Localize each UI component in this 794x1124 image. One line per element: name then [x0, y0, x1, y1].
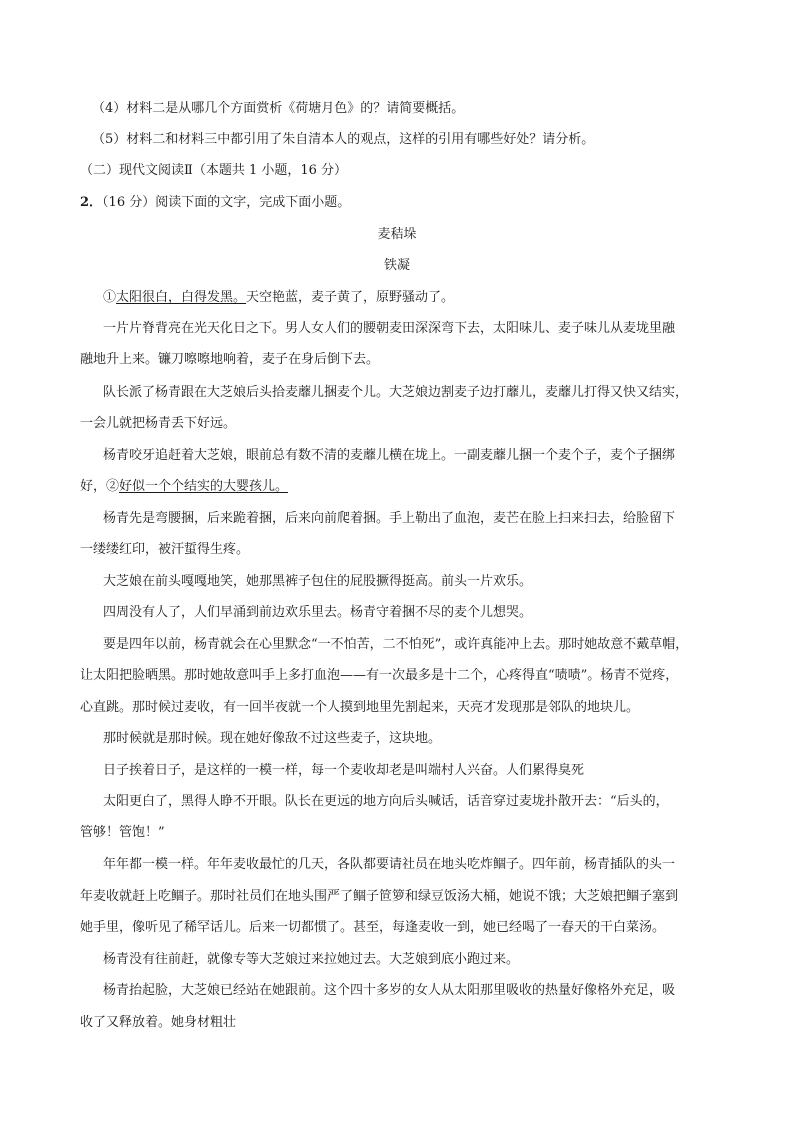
paragraph-12-line-1: 年年都一模一样。年年麦收最忙的几天，各队都要请社员在地头吃炸鲴子。四年前，杨青插队的头一	[103, 857, 676, 872]
paragraph-2-line-1: 一片片脊背亮在光天化日之下。男人女人们的腰朝麦田深深弯下去，太阳味儿、麦子味儿从麦垅里融	[103, 321, 676, 336]
paragraph-8-line-3: 心直跳。那时候过麦收，有一回半夜就一个人摸到地里先割起来，天亮才发现那是邻队的地块儿。	[80, 700, 640, 715]
marker-1: ①	[103, 290, 117, 305]
paragraph-11-line-1: 太阳更白了，黑得人睁不开眼。队长在更远的地方向后头喊话，话音穿过麦垅扑散开去：“后头的，	[103, 794, 669, 809]
paragraph-4-line-2	[80, 477, 288, 497]
paragraph-4-line-1: 杨青咬牙追赶着大芝娘，眼前总有数不清的麦蘼儿横在垅上。一副麦蘼儿捆一个麦个子，麦个子捆绑	[103, 448, 676, 463]
paragraph-1-rest: 天空艳蓝，麦子黄了，原野骚动了。	[246, 290, 455, 305]
underlined-sentence-1: 太阳很白，白得发黑。	[116, 290, 247, 305]
article-title: 麦秸垛	[377, 227, 417, 242]
paragraph-10: 日子挨着日子，是这样的一模一样，每一个麦收却老是叫端村人兴奋。人们累得臭死	[103, 763, 585, 778]
paragraph-12-line-3: 她手里，像听见了稀罕话儿。后来一切都惯了。甚至，每逢麦收一到，她已经喝了一春天的干白菜汤。	[80, 920, 666, 935]
paragraph-8-line-1: 要是四年以前，杨青就会在心里默念“一不怕苦，二不怕死”，或许真能冲上去。那时她故意不戴草帽，	[103, 637, 689, 652]
article-author: 铁凝	[383, 258, 410, 273]
paragraph-5-line-1: 杨青先是弯腰捆，后来跪着捆，后来向前爬着捆。手上勒出了血泡，麦芒在脸上扫来扫去，给脸留下	[103, 511, 676, 526]
paragraph-9: 那时候就是那时候。现在她好像敌不过这些麦子，这块地。	[103, 731, 442, 746]
question-number: 2．	[80, 195, 103, 210]
paragraph-3-line-2: 一会儿就把杨青丢下好远。	[80, 416, 237, 431]
paragraph-5-line-2: 一缕缕红印，被汗蜇得生疼。	[80, 542, 250, 557]
paragraph-3-line-1: 队长派了杨青跟在大芝娘后头拾麦蘼儿捆麦个儿。大芝娘边割麦子边打蘼儿，麦蘼儿打得又快又结实，	[103, 385, 689, 400]
question-5: （5）材料二和材料三中都引用了朱自清本人的观点，这样的引用有哪些好处？请分析。	[92, 132, 595, 147]
paragraph-4-line-2-start: 好，②	[80, 479, 120, 494]
paragraph-7: 四周没有人了，人们早涌到前边欢乐里去。杨青守着捆不尽的麦个儿想哭。	[103, 605, 533, 620]
question-4: （4）材料二是从哪几个方面赏析《荷塘月色》的？请简要概括。	[92, 101, 465, 116]
paragraph-13: 杨青没有往前赶，就像专等大芝娘过来拉她过去。大芝娘到底小跑过来。	[103, 952, 520, 967]
paragraph-8-line-2: 让太阳把脸晒黑。那时她故意叫手上多打血泡——有一次最多是十二个，心疼得直“啧啧”。杨青不觉疼，	[80, 668, 679, 683]
paragraph-2-line-2: 融地升上来。镰刀嚓嚓地响着，麦子在身后倒下去。	[80, 352, 380, 367]
underlined-sentence-2: 好似一个个结实的大婴孩儿。	[119, 479, 289, 494]
question-2-text: （16 分）阅读下面的文字，完成下面小题。	[102, 195, 351, 210]
paragraph-6: 大芝娘在前头嘎嘎地笑，她那黑裤子包住的屁股撅得挺高。前头一片欢乐。	[103, 574, 533, 589]
section-heading: （二）现代文阅读Ⅱ（本题共 1 小题，16 分）	[80, 163, 348, 178]
question-2-prompt	[80, 193, 350, 213]
paragraph-14-line-1: 杨青抬起脸，大芝娘已经站在她跟前。这个四十多岁的女人从太阳那里吸收的热量好像格外充足，吸	[103, 983, 676, 998]
paragraph-1	[103, 288, 454, 308]
paragraph-11-line-2: 管够！管饱！”	[80, 825, 165, 840]
paragraph-14-line-2: 收了又释放着。她身材粗壮	[80, 1015, 237, 1030]
paragraph-12-line-2: 年麦收就赶上吃鲴子。那时社员们在地头围严了鲴子笸箩和绿豆饭汤大桶，她说不饿；大芝娘把鲴子塞到	[80, 889, 679, 904]
